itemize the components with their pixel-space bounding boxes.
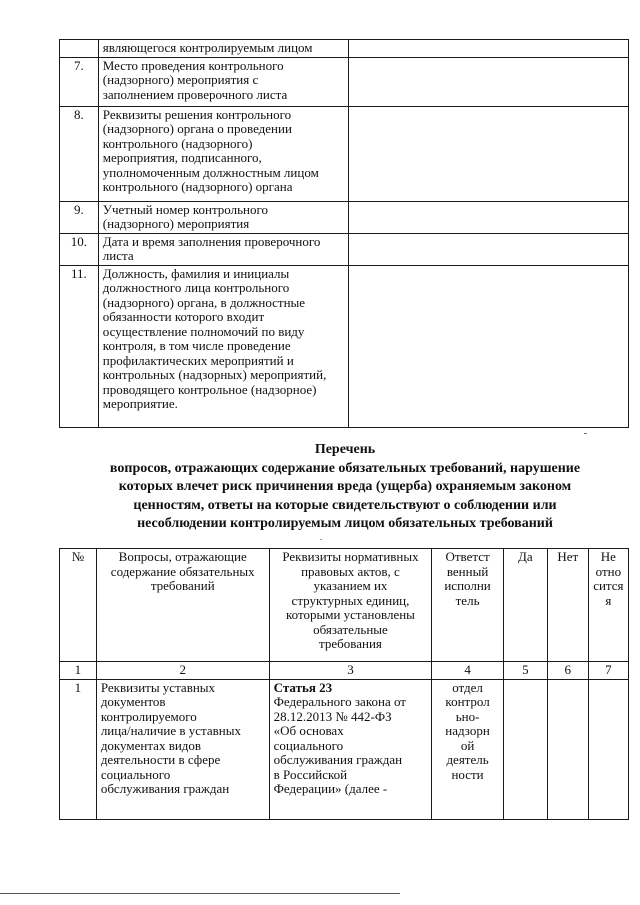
table-row [60, 265, 629, 427]
header-yes: Да [503, 549, 547, 662]
row-value [348, 233, 628, 265]
scan-mark [320, 539, 322, 540]
header-number: № [60, 549, 97, 662]
table-row [60, 679, 629, 819]
column-number: 5 [503, 662, 547, 680]
table-row [60, 233, 629, 265]
column-number: 6 [547, 662, 588, 680]
table-row [60, 57, 629, 106]
row-value [348, 40, 628, 58]
header-not-applicable: Не отно сится я [588, 549, 628, 662]
scan-mark [584, 433, 587, 434]
header-executor: Ответст венный исполни тель [432, 549, 504, 662]
row-label: Учетный номер контрольного (надзорного) мероприятия [98, 201, 348, 233]
checklist-table [59, 548, 629, 820]
header-questions: Вопросы, отражающие содержание обязательных требований [96, 549, 269, 662]
answer-na-cell[interactable] [588, 679, 628, 819]
table-numbering-row [60, 662, 629, 680]
row-label: Реквизиты решения контрольного (надзорного) органа о проведении контрольного (надзорного) мероприятия, подписанного, уполномоченным должностным лицом контрольного (надзорного) органа [98, 106, 348, 201]
row-label: Должность, фамилия и инициалы должностного лица контрольного (надзорного) органа, в должностные обязанности которого входит осуществление полномочий по виду контроля, в том числе проведение профилактических мероприятий и контрольных (надзорных) мероприятий, проводящего контрольное (надзорное) мероприятие. [98, 265, 348, 427]
answer-no-cell[interactable] [547, 679, 588, 819]
row-value [348, 265, 628, 427]
table-row [60, 40, 629, 58]
column-number: 7 [588, 662, 628, 680]
question-text: Реквизиты уставных документов контролируемого лица/наличие в уставных документах видов деятельности в сфере социального обслуживания граждан [96, 679, 269, 819]
table-header-row [60, 549, 629, 662]
row-value [348, 106, 628, 201]
section-heading [60, 441, 630, 534]
table-row [60, 201, 629, 233]
page-bottom-line [0, 893, 400, 894]
column-number: 1 [60, 662, 97, 680]
answer-yes-cell[interactable] [503, 679, 547, 819]
row-number: 7. [60, 57, 99, 106]
heading-line: несоблюдении контролируемым лицом обязательных требований [137, 516, 553, 531]
column-number: 3 [269, 662, 432, 680]
table-row [60, 106, 629, 201]
row-number [60, 40, 99, 58]
row-value [348, 57, 628, 106]
legal-act-text: Федерального закона от 28.12.2013 № 442-ФЗ «Об основах социального обслуживания граждан в Российской Федерации» (далее - [273, 694, 406, 796]
column-number: 2 [96, 662, 269, 680]
row-label: Дата и время заполнения проверочного листа [98, 233, 348, 265]
row-number: 8. [60, 106, 99, 201]
row-number: 1 [60, 679, 97, 819]
row-value [348, 201, 628, 233]
header-legal-acts: Реквизиты нормативных правовых актов, с указанием их структурных единиц, которыми установлены обязательные требования [269, 549, 432, 662]
article-label: Статья 23 [273, 679, 333, 695]
row-number: 9. [60, 201, 99, 233]
heading-title: Перечень [314, 442, 376, 457]
row-number: 11. [60, 265, 99, 427]
info-table [59, 39, 629, 428]
column-number: 4 [432, 662, 504, 680]
legal-act-cell [269, 679, 432, 819]
heading-line: ценностям, ответы на которые свидетельствуют о соблюдении или [133, 497, 557, 513]
row-label: Место проведения контрольного (надзорного) мероприятия с заполнением проверочного листа [98, 57, 348, 106]
row-number: 10. [60, 233, 99, 265]
header-no: Нет [547, 549, 588, 662]
heading-line: которых влечет риск причинения вреда (ущерба) охраняемым законом [118, 479, 572, 494]
heading-line: вопросов, отражающих содержание обязательных требований, нарушение [109, 460, 581, 476]
executor-text: отдел контрол ьно- надзорн ой деятель ности [432, 679, 504, 819]
row-label: являющегося контролируемым лицом [98, 40, 348, 58]
